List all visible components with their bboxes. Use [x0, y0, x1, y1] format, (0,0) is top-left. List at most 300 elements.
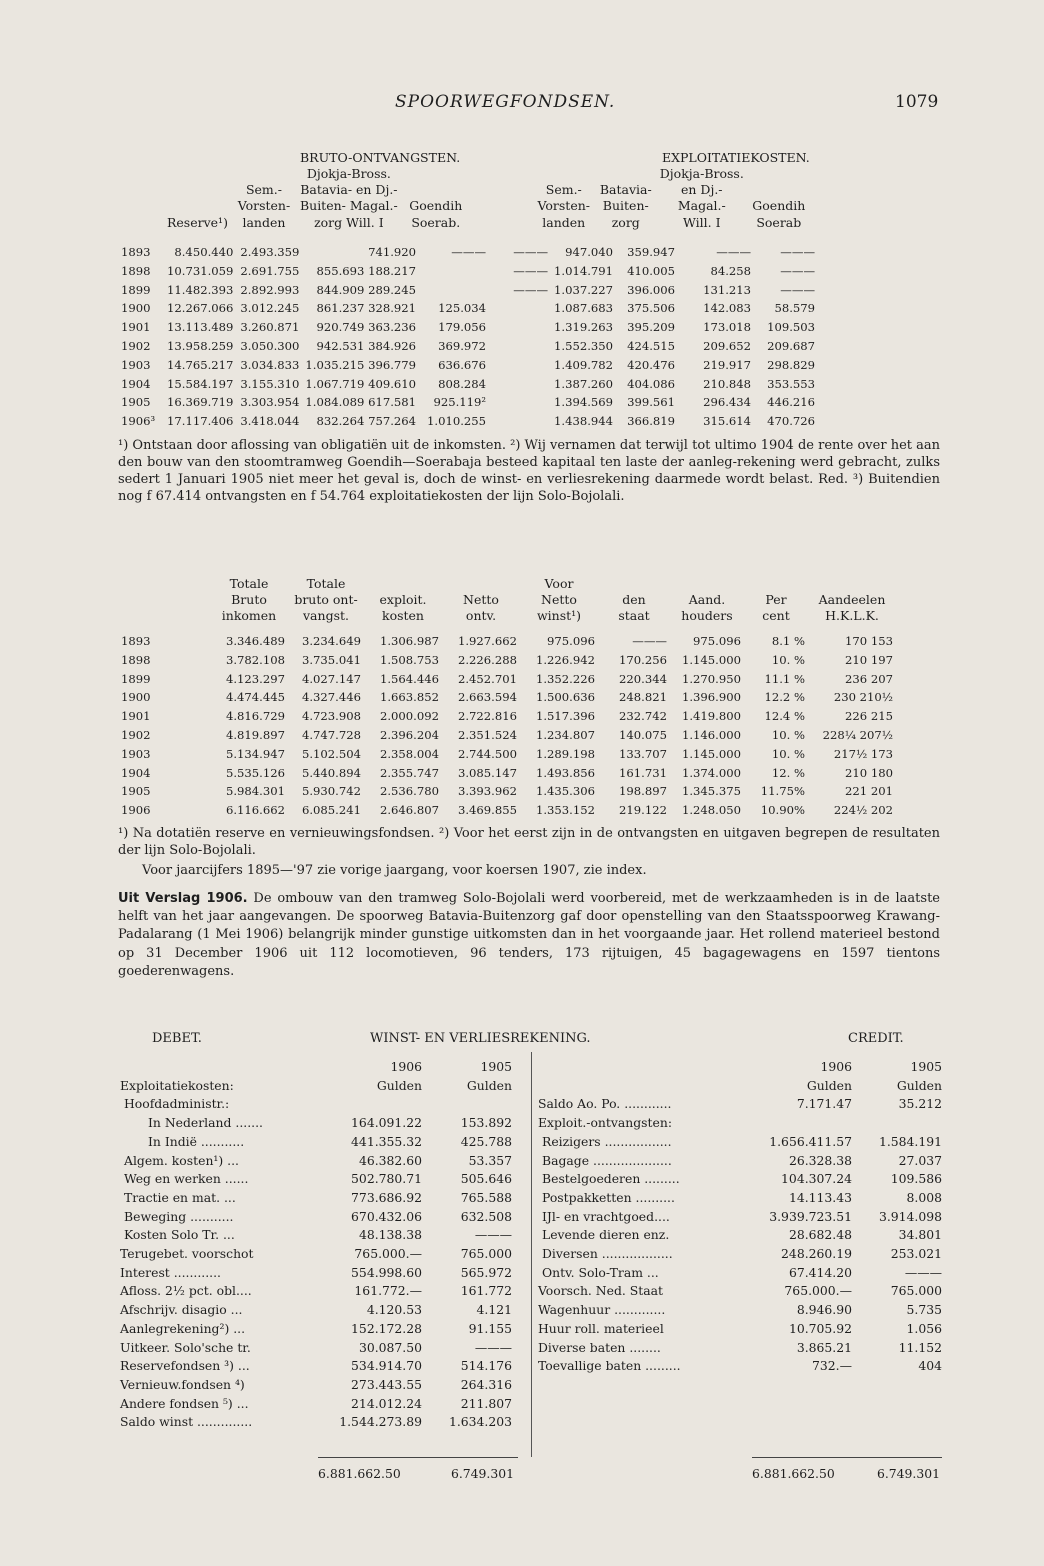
- note-3: Voor jaarcijfers 1895—'97 zie vorige jaargang, voor koersen 1907, zie index.: [142, 863, 647, 878]
- table2-row: [118, 688, 896, 707]
- table2-cell: 1.419.800: [681, 709, 741, 724]
- table2-cell: 10. %: [771, 652, 805, 667]
- debet-row: [118, 1320, 514, 1339]
- table1-header-cell: [118, 166, 164, 182]
- group-header-exploitatie: EXPLOITATIEKOSTEN.: [662, 150, 810, 165]
- table2-cell: 230 210½: [833, 690, 893, 705]
- table2-cell: 4.819.897: [225, 727, 285, 742]
- table1-cell: 3.034.833: [240, 357, 300, 372]
- table1-cell: 1901: [121, 320, 151, 335]
- debet-row: [118, 1152, 514, 1171]
- table1-header-cell: [471, 215, 533, 231]
- table1-cell: 8.450.440: [174, 245, 234, 259]
- table2-cell: 2.452.701: [457, 671, 517, 686]
- table1-cell: 210.848: [703, 376, 752, 391]
- credit-amount: 404: [918, 1358, 942, 1374]
- table2-row: [118, 651, 896, 670]
- table1-header-cell: Goendih: [409, 198, 463, 214]
- table2-row: [118, 782, 896, 801]
- debet-row: [118, 1208, 514, 1227]
- table2-cell: 2.355.747: [379, 765, 439, 780]
- debet-total: 6.881.662.50 6.749.301: [318, 1466, 514, 1481]
- debet-amount: 211.807: [460, 1395, 512, 1411]
- table2-cell: 1.564.446: [379, 671, 439, 686]
- debet-amount: 1.634.203: [448, 1414, 512, 1430]
- table1-header-cell: [471, 198, 533, 214]
- table1-cell: 13.113.489: [167, 320, 234, 335]
- table2-header-cell: den: [622, 592, 646, 608]
- table1-cell: 396.006: [627, 282, 676, 297]
- table2-header: [118, 576, 896, 625]
- table1-header-cell: Buiten-: [602, 198, 649, 214]
- table2-header-row: [118, 576, 896, 592]
- credit-label: Postpakketten ..........: [542, 1189, 675, 1205]
- table1-cell: 861.237 328.921: [316, 301, 417, 316]
- debet-label: Algem. kosten¹) ...: [124, 1152, 239, 1168]
- table2-cell: 1903: [121, 746, 151, 761]
- debet-label: Andere fondsen ⁵) ...: [120, 1395, 249, 1411]
- credit-amount: 34.801: [898, 1227, 942, 1243]
- credit-total-line: [752, 1457, 942, 1458]
- table1-cell: [489, 393, 551, 412]
- table1-header-row: [118, 166, 811, 182]
- debet-label: Afloss. 2½ pct. obl....: [120, 1283, 252, 1299]
- table2-cell: 3.085.147: [457, 765, 517, 780]
- table2-cell: 1.435.306: [535, 784, 595, 799]
- table1-cell: 2.691.755: [240, 263, 300, 278]
- page-number: 1079: [895, 92, 939, 112]
- table2-body: [118, 632, 896, 820]
- table1-cell: 1.387.260: [554, 376, 614, 391]
- table1-row: [118, 262, 818, 281]
- table1-cell: 109.503: [767, 320, 816, 335]
- credit-row: [536, 1152, 944, 1171]
- table1-cell: 404.086: [627, 376, 676, 391]
- debet-label: Terugebet. voorschot: [120, 1246, 254, 1262]
- table1-header-row: [118, 198, 811, 214]
- table2-header-cell: H.K.L.K.: [825, 608, 879, 624]
- debet-amount: 773.686.92: [351, 1189, 422, 1205]
- credit-table: [536, 1058, 944, 1376]
- table2-cell: 12.4 %: [764, 709, 805, 724]
- table2-cell: 2.536.780: [379, 784, 439, 799]
- debet-label: Afschrijv. disagio ...: [120, 1302, 243, 1318]
- credit-amount: 109.586: [890, 1171, 942, 1187]
- table2-cell: 2.358.004: [379, 746, 439, 761]
- table2-cell: 1.146.000: [681, 727, 741, 742]
- table2-cell: 1.927.662: [457, 634, 517, 648]
- table2-header-cell: [442, 576, 520, 592]
- table1-header-cell: [118, 198, 164, 214]
- table1-cell: 1902: [121, 338, 151, 353]
- debet-label: In Indië ...........: [148, 1133, 245, 1149]
- table1-header-cell: landen: [242, 214, 286, 230]
- table1-cell: 420.476: [627, 357, 676, 372]
- table2-cell: 1.234.807: [535, 727, 595, 742]
- table2-cell: 221 201: [845, 784, 893, 799]
- table1-cell: 11.482.393: [167, 282, 234, 297]
- debet-row: [118, 1170, 514, 1189]
- debet-label: In Nederland .......: [148, 1115, 263, 1131]
- table1-header: [118, 166, 811, 231]
- table1-cell: 470.726: [767, 414, 816, 429]
- table2-cell: 2.000.092: [379, 709, 439, 724]
- table2-cell: 210 197: [845, 652, 893, 667]
- table2-cell: 1.352.226: [535, 671, 595, 686]
- table1-cell: 1893: [121, 245, 151, 259]
- debet-label: Aanlegrekening²) ...: [120, 1320, 246, 1336]
- table1-cell: 219.917: [703, 357, 752, 372]
- table1-header-cell: [164, 166, 231, 182]
- table2-cell: 210 180: [845, 765, 893, 780]
- table2-cell: 5.440.894: [301, 765, 361, 780]
- credit-row: [536, 1114, 944, 1133]
- table1-cell: [489, 412, 551, 431]
- table1-cell: ———: [513, 245, 549, 259]
- table2-cell: 1.289.198: [535, 746, 595, 761]
- debet-amount: 670.432.06: [351, 1208, 422, 1224]
- credit-label: Bagage ....................: [542, 1152, 672, 1168]
- debet-row: [118, 1058, 514, 1077]
- table1-row: [118, 281, 818, 300]
- table2-row: [118, 726, 896, 745]
- table1-cell: 142.083: [703, 301, 752, 316]
- table1-cell: [489, 299, 551, 318]
- table1-cell: 2.892.993: [240, 282, 300, 297]
- table1-header-cell: zorg: [611, 214, 640, 230]
- table1-cell: 366.819: [627, 414, 676, 429]
- table2-cell: 1.663.852: [379, 690, 439, 705]
- debet-amount: 273.443.55: [351, 1376, 422, 1392]
- debet-amount: 554.998.60: [351, 1264, 422, 1280]
- credit-amount: 104.307.24: [781, 1171, 852, 1187]
- table2-cell: 224½ 202: [833, 803, 893, 818]
- table1-row: [118, 412, 818, 431]
- table1-header-cell: Djokja-Bross.: [306, 166, 391, 181]
- table2-cell: 219.122: [619, 803, 667, 818]
- debet-label: Interest ............: [120, 1264, 221, 1280]
- table1-cell: 353.553: [767, 376, 816, 391]
- debet-amount: 153.892: [460, 1115, 512, 1131]
- table2-cell: 4.327.446: [301, 690, 361, 705]
- table2-header-cell: [118, 576, 210, 592]
- table1-cell: [489, 375, 551, 394]
- table2-cell: 1.306.987: [379, 634, 439, 648]
- table1-cell: 446.216: [767, 395, 816, 410]
- table1-cell: 1.552.350: [554, 338, 614, 353]
- credit-amount: 765.000: [890, 1283, 942, 1299]
- table2-cell: 12. %: [771, 765, 805, 780]
- table2-cell: 5.984.301: [225, 784, 285, 799]
- credit-amount: 765.000.—: [784, 1283, 852, 1299]
- table1-cell: [489, 356, 551, 375]
- table1-cell: 808.284: [438, 376, 487, 391]
- table2-cell: 1901: [121, 709, 151, 724]
- table2-header-cell: Aand.: [688, 592, 726, 608]
- credit-amount: 3.865.21: [796, 1339, 852, 1355]
- table2-cell: 5.535.126: [225, 765, 285, 780]
- credit-amount: 8.946.90: [796, 1302, 852, 1318]
- table1-cell: 315.614: [703, 414, 752, 429]
- table2-cell: 6.085.241: [301, 803, 361, 818]
- table1-cell: 1906³: [121, 414, 156, 429]
- credit-amount: [854, 1114, 944, 1133]
- table1-cell: 2.493.359: [240, 245, 300, 259]
- table1-cell: 3.260.871: [240, 320, 300, 335]
- table2-row: [118, 745, 896, 764]
- table2-cell: 170.256: [619, 652, 667, 667]
- debet-row: [118, 1189, 514, 1208]
- debet-amount: 161.772.—: [354, 1283, 422, 1299]
- table1-cell: 1.084.089 617.581: [305, 395, 417, 410]
- table1-header-cell: [471, 182, 533, 198]
- debet-label: [118, 1058, 328, 1077]
- debet-total-line: [318, 1457, 518, 1458]
- debet-row: [118, 1077, 514, 1096]
- table1-header-cell: Reserve¹): [167, 214, 228, 230]
- debet-row: [118, 1095, 514, 1114]
- credit-label: IJl- en vrachtgoed....: [542, 1208, 670, 1224]
- debet-amount: 632.508: [460, 1208, 512, 1224]
- table2-cell: 3.234.649: [301, 634, 361, 648]
- debet-label: Hoofdadministr.:: [124, 1096, 230, 1112]
- table2-cell: 3.735.041: [301, 652, 361, 667]
- credit-amount: 732.—: [812, 1358, 852, 1374]
- table1-cell: 84.258: [710, 263, 752, 278]
- credit-title: CREDIT.: [848, 1031, 904, 1046]
- credit-row: [536, 1339, 944, 1358]
- debet-amount: 152.172.28: [351, 1320, 422, 1336]
- table1-cell: 855.693 188.217: [316, 263, 417, 278]
- table2-header-cell: vangst.: [303, 608, 349, 624]
- debet-label: Exploitatiekosten:: [120, 1077, 234, 1093]
- table2-header-cell: Netto: [541, 592, 577, 608]
- debet-amount: 4.121: [476, 1302, 512, 1318]
- table1-header-cell: en Dj.-: [681, 182, 723, 198]
- table1-row: [118, 243, 818, 262]
- credit-row: [536, 1245, 944, 1264]
- table2-cell: 3.782.108: [225, 652, 285, 667]
- debet-label: Reservefondsen ³) ...: [120, 1358, 250, 1374]
- table1-row: [118, 299, 818, 318]
- table1-header-row: [118, 182, 811, 198]
- table2-cell: 161.731: [619, 765, 667, 780]
- debet-row: [118, 1357, 514, 1376]
- credit-label: [536, 1077, 758, 1096]
- table1-cell: 17.117.406: [167, 414, 234, 429]
- table2-cell: 975.096: [693, 634, 741, 648]
- table1-body: [118, 243, 818, 431]
- credit-label: Voorsch. Ned. Staat: [538, 1283, 664, 1299]
- table1-cell: 1900: [121, 301, 151, 316]
- table1-cell: 395.209: [627, 320, 676, 335]
- table1-header-cell: Soerab.: [411, 214, 461, 230]
- table2-cell: 217½ 173: [833, 746, 893, 761]
- table2-cell: 248.821: [619, 690, 667, 705]
- credit-label: Bestelgoederen .........: [542, 1171, 680, 1187]
- debet-label: Tractie en mat. ...: [124, 1189, 236, 1205]
- table2-cell: ———: [632, 634, 667, 648]
- table1-cell: 399.561: [627, 395, 676, 410]
- table2-header-cell: [118, 608, 210, 624]
- table2-cell: 1898: [121, 652, 151, 667]
- debet-amount: 765.000: [460, 1246, 512, 1262]
- table1-cell: 1.035.215 396.779: [305, 357, 417, 372]
- account-title: WINST- EN VERLIESREKENING.: [370, 1031, 591, 1046]
- debet-amount: ———: [474, 1339, 512, 1355]
- table1-cell: [419, 281, 489, 300]
- credit-amount: 248.260.19: [781, 1246, 852, 1262]
- table2-header-cell: Aandeelen: [818, 592, 886, 608]
- credit-row: [536, 1208, 944, 1227]
- table2-header-cell: [364, 576, 442, 592]
- debet-row: [118, 1339, 514, 1358]
- table2-cell: 10. %: [771, 746, 805, 761]
- table2-cell: 6.116.662: [225, 803, 285, 818]
- table2-cell: 4.123.297: [225, 671, 285, 686]
- table2-cell: 1.270.950: [681, 671, 741, 686]
- table1-header-cell: Magal.-: [677, 198, 726, 214]
- credit-label: Diverse baten ........: [538, 1339, 661, 1355]
- credit-amount: 26.328.38: [788, 1152, 852, 1168]
- debet-row: [118, 1264, 514, 1283]
- table2-cell: 1904: [121, 765, 151, 780]
- table1-cell: 12.267.066: [167, 301, 234, 316]
- debet-label: Weg en werken ......: [124, 1171, 249, 1187]
- table1-header-cell: [164, 198, 231, 214]
- debet-amount: [328, 1095, 424, 1114]
- debet-table: [118, 1058, 514, 1432]
- table1-cell: 1.067.719 409.610: [305, 376, 417, 391]
- debet-row: [118, 1245, 514, 1264]
- credit-row: [536, 1357, 944, 1376]
- table1-header-cell: Vorsten-: [237, 198, 291, 214]
- table2-cell: 3.469.855: [457, 803, 517, 818]
- credit-amount: 1.584.191: [878, 1133, 942, 1149]
- note-1: ¹) Ontstaan door aflossing van obligatiën uit de inkomsten. ²) Wij vernamen dat terwijl tot ultimo 1904 de rente over het aan den bouw van den stoomtramweg Goendih—Soerabaja besteed kapitaal ten laste der aanleg-rekening werd gebracht, zulks sedert 1 Januari 1905 niet meer het geval is, doch de winst- en verliesrekening daarmede wordt belast. Red. ³) Buitendien nog f 67.414 ontvangsten en f 54.764 exploitatiekosten der lijn Solo-Bojolali.: [118, 438, 940, 504]
- debet-title: DEBET.: [152, 1031, 202, 1046]
- table1-cell: [489, 337, 551, 356]
- credit-label: Exploit.-ontvangsten:: [538, 1115, 672, 1131]
- table1-cell: 13.958.259: [167, 338, 234, 353]
- table2-cell: 2.646.807: [379, 803, 439, 818]
- credit-amount: Gulden: [896, 1077, 942, 1093]
- table1-cell: 1.409.782: [554, 357, 614, 372]
- table2-cell: 1899: [121, 671, 151, 686]
- table2-cell: 8.1 %: [771, 634, 805, 648]
- credit-amount: 3.939.723.51: [769, 1208, 852, 1224]
- credit-row: [536, 1226, 944, 1245]
- table1-cell: 131.213: [703, 282, 752, 297]
- debet-amount: 91.155: [468, 1320, 512, 1336]
- table1-cell: 14.765.217: [167, 357, 234, 372]
- debet-label: Beweging ...........: [124, 1208, 234, 1224]
- table2-header-cell: staat: [618, 608, 650, 624]
- credit-label: Toevallige baten .........: [538, 1358, 681, 1374]
- table1-cell: 173.018: [703, 320, 752, 335]
- debet-amount: 505.646: [460, 1171, 512, 1187]
- table1-header-cell: Buiten- Magal.-: [299, 198, 398, 214]
- table1-cell: 16.369.719: [167, 395, 234, 410]
- table2-cell: 3.393.962: [457, 784, 517, 799]
- table2-cell: 140.075: [619, 727, 667, 742]
- table1-cell: 636.676: [438, 357, 487, 372]
- table2-header-cell: [670, 576, 744, 592]
- table2-cell: 1.145.000: [681, 652, 741, 667]
- debet-label: Vernieuw.fondsen ⁴): [120, 1376, 245, 1392]
- table2-cell: 1.226.942: [535, 652, 595, 667]
- table1-cell: ———: [780, 282, 816, 297]
- table2-header-cell: cent: [762, 608, 790, 624]
- debet-amount: 1.544.273.89: [339, 1414, 422, 1430]
- table1-cell: ———: [513, 263, 549, 278]
- table2-cell: 133.707: [619, 746, 667, 761]
- credit-total: 6.881.662.50 6.749.301: [752, 1466, 940, 1481]
- credit-amount: 5.735: [906, 1302, 942, 1318]
- table2-cell: 1.396.900: [681, 690, 741, 705]
- table1-cell: 296.434: [703, 395, 752, 410]
- group-header-bruto: BRUTO-ONTVANGSTEN.: [300, 150, 461, 165]
- debet-amount: [424, 1095, 514, 1114]
- account-divider: [531, 1052, 532, 1457]
- table2-cell: 2.663.594: [457, 690, 517, 705]
- debet-amount: 765.000.—: [354, 1246, 422, 1262]
- credit-row: [536, 1282, 944, 1301]
- credit-label: Ontv. Solo-Tram ...: [542, 1264, 659, 1280]
- table1-cell: [489, 318, 551, 337]
- table1-cell: 1.319.263: [554, 320, 614, 335]
- credit-row: [536, 1320, 944, 1339]
- table1-cell: 1899: [121, 282, 151, 297]
- debet-amount: 4.120.53: [366, 1302, 422, 1318]
- debet-row: [118, 1376, 514, 1395]
- table2-cell: 975.096: [547, 634, 595, 648]
- table2-header-cell: ontv.: [465, 608, 497, 624]
- table2-cell: 4.027.147: [301, 671, 361, 686]
- table1-cell: 844.909 289.245: [316, 282, 417, 297]
- credit-amount: 14.113.43: [788, 1189, 852, 1205]
- table1-cell: 3.303.954: [240, 395, 300, 410]
- verslag-text: De ombouw van den tramweg Solo-Bojolali werd voorbereid, met de werkzaamheden is in de laatste helft van het jaar aangevangen. De spoorweg Batavia-Buitenzorg gaf door openstelling van den Staatsspoorweg Krawang-Padalarang (1 Mei 1906) belangrijk minder gunstige uitkomsten dan in het voorgaande jaar. Het rollend materieel bestond op 31 December 1906 uit 112 locomotieven, 96 tenders, 173 rijtuigen, 45 bagagewagens en 1597 tientons goederenwagens.: [118, 891, 941, 979]
- note-2: ¹) Na dotatiën reserve en vernieuwingsfondsen. ²) Voor het eerst zijn in de ontvangsten en uitgaven begrepen de resultaten der lijn Solo-Bojolali.: [118, 826, 940, 858]
- debet-amount: 48.138.38: [358, 1227, 422, 1243]
- table1-row: [118, 356, 818, 375]
- table1-cell: 1.438.944: [554, 414, 614, 429]
- credit-row: [536, 1301, 944, 1320]
- table2-header-cell: [744, 576, 808, 592]
- table1-cell: 942.531 384.926: [316, 338, 417, 353]
- table1-cell: ———: [451, 245, 487, 259]
- table1-cell: 1.394.569: [554, 395, 614, 410]
- debet-amount: 164.091.22: [351, 1115, 422, 1131]
- table1-cell: 3.012.245: [240, 301, 300, 316]
- credit-amount: 3.914.098: [878, 1208, 942, 1224]
- table2-cell: 4.723.908: [301, 709, 361, 724]
- table2-cell: 12.2 %: [764, 690, 805, 705]
- table1-header-cell: [118, 215, 164, 231]
- table1-header-cell: Goendih: [752, 198, 806, 214]
- table2-header-cell: Voor: [544, 576, 574, 591]
- table2-header-cell: Bruto: [231, 592, 267, 608]
- debet-row: [118, 1282, 514, 1301]
- table1-header-cell: zorg Will. I: [314, 214, 384, 230]
- table1-header-cell: Djokja-Bross.: [659, 166, 744, 181]
- table1-header-cell: Will. I: [683, 214, 721, 230]
- table2-cell: 5.102.504: [301, 746, 361, 761]
- table1-header-cell: Sem.-: [245, 182, 282, 198]
- credit-row: [536, 1095, 944, 1114]
- table2-cell: 2.226.288: [457, 652, 517, 667]
